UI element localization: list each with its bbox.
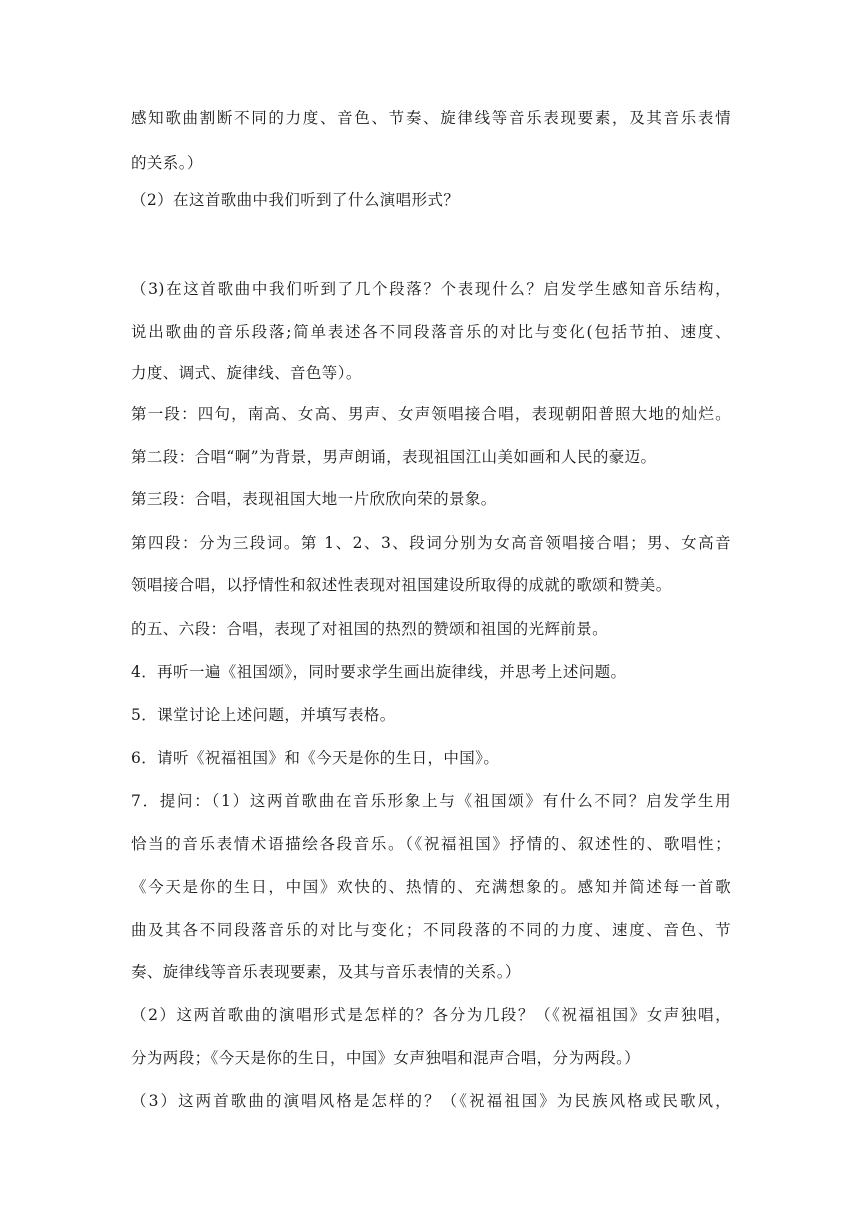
text-line: 《今天是你的生日，中国》欢快的、热情的、充满想象的。感知并简述每一首歌 <box>131 878 731 896</box>
text-line: （2）这两首歌曲的演唱形式是怎样的？各分为几段？（《祝福祖国》女声独唱， <box>131 1006 731 1024</box>
text-line: 6．请听《祝福祖国》和《今天是你的生日，中国》。 <box>131 749 500 767</box>
text-line: 第二段：合唱“啊”为背景，男声朗诵，表现祖国江山美如画和人民的豪迈。 <box>131 448 657 466</box>
text-line: 恰当的音乐表情术语描绘各段音乐。（《祝福祖国》抒情的、叙述性的、歌唱性； <box>131 835 731 853</box>
text-line: 的关系。） <box>131 154 203 172</box>
text-line: 说出歌曲的音乐段落;简单表述各不同段落音乐的对比与变化(包括节拍、速度、 <box>131 323 731 341</box>
text-line: 第一段：四句，南高、女高、男声、女声领唱接合唱，表现朝阳普照大地的灿烂。 <box>131 405 731 423</box>
text-line: 分为两段；《今天是你的生日，中国》女声独唱和混声合唱，分为两段。） <box>131 1049 641 1067</box>
text-line: 4．再听一遍《祖国颂》，同时要求学生画出旋律线，并思考上述问题。 <box>131 663 627 681</box>
text-line: 的五、六段：合唱，表现了对祖国的热烈的赞颂和祖国的光辉前景。 <box>131 620 609 638</box>
text-line: 7．提问：（1）这两首歌曲在音乐形象上与《祖国颂》有什么不同？启发学生用 <box>131 792 731 810</box>
text-line: 曲及其各不同段落音乐的对比与变化；不同段落的不同的力度、速度、音色、节 <box>131 921 731 939</box>
text-line: 5．课堂讨论上述问题，并填写表格。 <box>131 706 396 724</box>
text-line: 第四段：分为三段词。第 1、2、3、段词分别为女高音领唱接合唱；男、女高音 <box>131 534 731 552</box>
text-line: （2）在这首歌曲中我们听到了什么演唱形式？ <box>131 191 460 209</box>
text-line: 领唱接合唱，以抒情性和叙述性表现对祖国建设所取得的成就的歌颂和赞美。 <box>131 576 672 594</box>
text-line: （3）这两首歌曲的演唱风格是怎样的？（《祝福祖国》为民族风格或民歌风， <box>131 1092 731 1110</box>
text-line: （3)在这首歌曲中我们听到了几个段落？个表现什么？启发学生感知音乐结构， <box>131 280 731 298</box>
text-line: 感知歌曲割断不同的力度、音色、节奏、旋律线等音乐表现要素，及其音乐表情 <box>131 109 731 127</box>
text-line: 第三段：合唱，表现祖国大地一片欣欣向荣的景象。 <box>131 490 497 508</box>
text-line: 力度、调式、旋律线、音色等）。 <box>131 364 362 382</box>
text-line: 奏、旋律线等音乐表现要素，及其与音乐表情的关系。） <box>131 963 521 981</box>
